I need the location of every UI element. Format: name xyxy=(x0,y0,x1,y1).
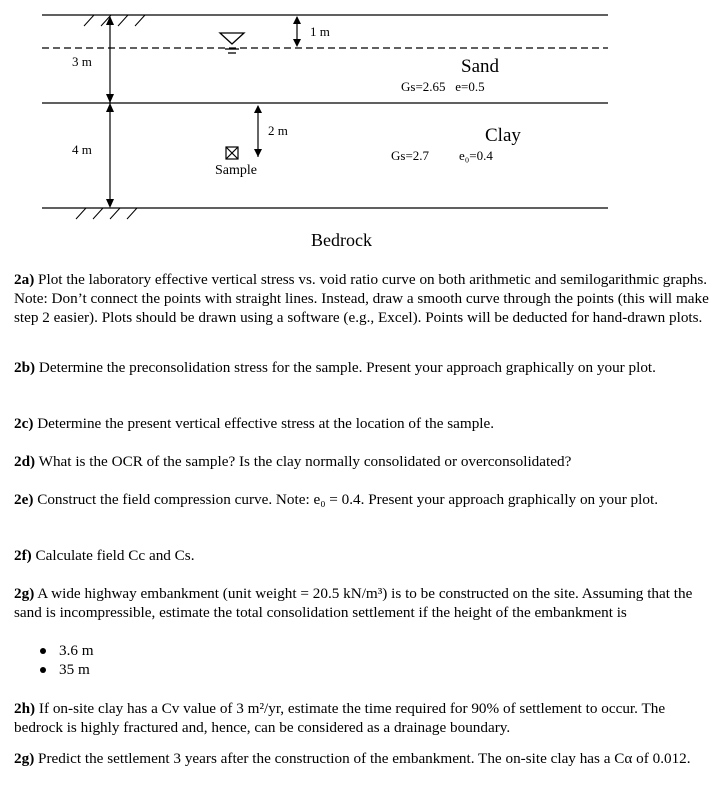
question-2g-predict xyxy=(14,749,714,768)
ground-hatch xyxy=(84,15,145,26)
sand-layer-name: Sand xyxy=(461,56,499,77)
question-id: 2b) xyxy=(14,359,36,376)
question-text: Determine the present vertical effective stress at the location of the sample. xyxy=(33,415,495,432)
bedrock-label: Bedrock xyxy=(311,230,372,250)
sand-properties: Gs=2.65 e=0.5 xyxy=(401,79,485,94)
question-text: Construct the field compression curve. Note: e₀ = 0.4. Present your approach graphically on your plot. xyxy=(33,491,658,508)
sand-thickness-label: 3 m xyxy=(72,54,92,69)
water-depth-label: 1 m xyxy=(310,24,330,39)
soil-profile-drawing xyxy=(0,0,728,255)
question-text: A wide highway embankment (unit weight = 20.5 kN/m³) is to be constructed on the site. Assuming that the sand is incompressible, estimate the total consolidation settlement if the height of the embankment is xyxy=(14,585,693,621)
question-text: Predict the settlement 3 years after the construction of the embankment. The on-site clay has a Cα of 0.012. xyxy=(34,750,691,767)
clay-gs: Gs=2.7 xyxy=(391,148,430,163)
question-2f xyxy=(14,546,714,565)
question-2g-settlement xyxy=(14,584,714,622)
sample-depth-label: 2 m xyxy=(268,123,288,138)
embankment-height: 35 m xyxy=(59,661,90,678)
question-2a xyxy=(14,270,714,327)
question-text: Plot the laboratory effective vertical stress vs. void ratio curve on both arithmetic and semilogarithmic graphs. Note: Don’t connect the points with straight lines. Instead, draw a smooth curve through the points (this will make step 2 easier). Plots should be drawn using a software (e.g., Excel). Points will be deducted for hand-drawn plots. xyxy=(14,271,709,326)
embankment-height: 3.6 m xyxy=(59,642,94,659)
sample-marker-icon xyxy=(226,147,238,159)
question-2h xyxy=(14,699,714,737)
question-text: Determine the preconsolidation stress for the sample. Present your approach graphically on your plot. xyxy=(35,359,656,376)
question-id: 2g) xyxy=(14,750,35,767)
question-text: If on-site clay has a Cv value of 3 m²/yr, estimate the time required for 90% of settlement to occur. The bedrock is highly fractured and, hence, can be considered as a drainage boundary. xyxy=(14,700,666,736)
bullet-icon xyxy=(40,667,46,673)
clay-void-ratio: e₀=0.4 xyxy=(459,148,493,163)
bullet-icon xyxy=(40,648,46,654)
question-id: 2c) xyxy=(14,415,34,432)
question-text: What is the OCR of the sample? Is the clay normally consolidated or overconsolidated? xyxy=(35,453,572,470)
question-2d xyxy=(14,452,714,471)
question-id: 2e) xyxy=(14,491,34,508)
list-item xyxy=(40,641,94,660)
question-id: 2h) xyxy=(14,700,36,717)
list-item xyxy=(40,660,94,679)
question-id: 2d) xyxy=(14,453,36,470)
clay-layer-name: Clay xyxy=(485,125,521,146)
question-text: Calculate field Cc and Cs. xyxy=(31,547,195,564)
question-id: 2a) xyxy=(14,271,35,288)
bedrock-hatch xyxy=(76,208,137,219)
question-2c xyxy=(14,414,714,433)
embankment-height-list xyxy=(40,641,94,679)
question-2e xyxy=(14,490,714,509)
question-id: 2f) xyxy=(14,547,32,564)
sample-label: Sample xyxy=(215,163,257,178)
question-2b xyxy=(14,358,714,377)
soil-profile-diagram xyxy=(0,0,728,255)
clay-thickness-label: 4 m xyxy=(72,142,92,157)
question-id: 2g) xyxy=(14,585,35,602)
water-table-icon xyxy=(220,33,244,53)
